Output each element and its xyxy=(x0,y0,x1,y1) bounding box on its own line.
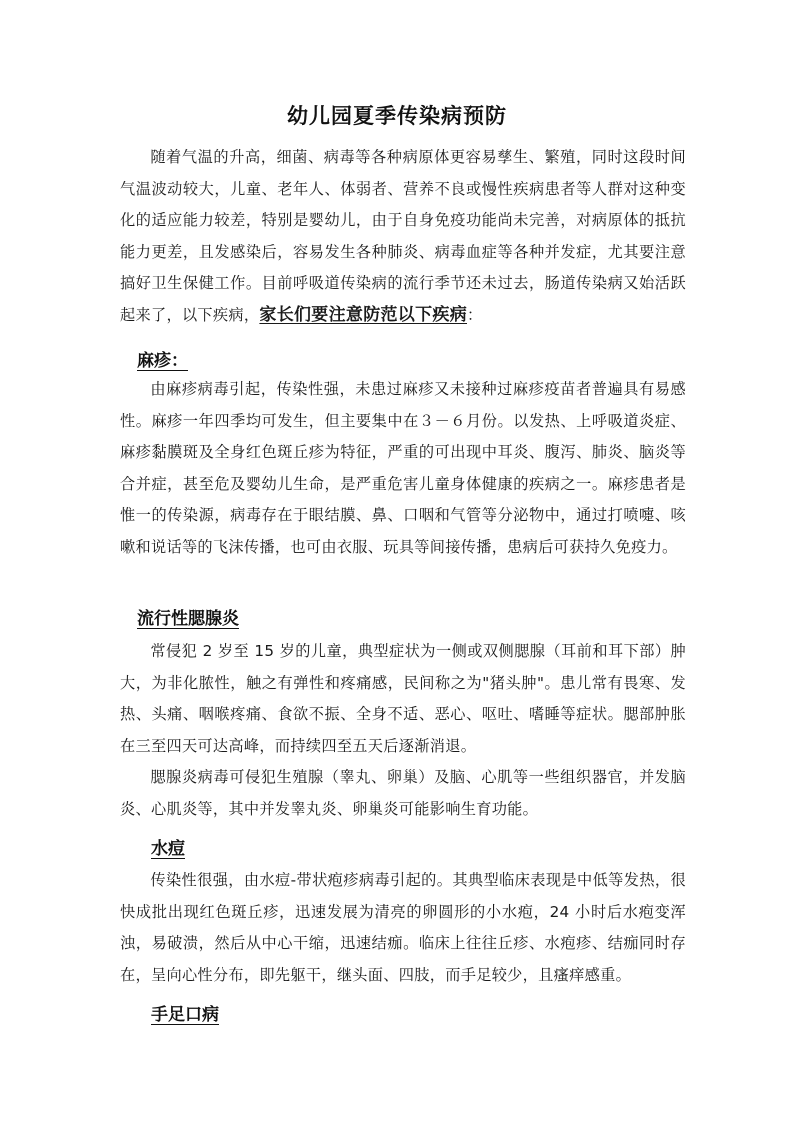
section-heading-mumps: 流行性腮腺炎 xyxy=(137,609,239,629)
section-paragraph-mumps-2: 腮腺炎病毒可侵犯生殖腺（睾丸、卵巢）及脑、心肌等一些组织器官，并发脑炎、心肌炎等，其中并发睾丸炎、卵巢炎可能影响生育功能。 xyxy=(120,768,686,818)
section-heading-chickenpox: 水痘 xyxy=(151,839,185,859)
section-paragraph-chickenpox: 传染性很强，由水痘-带状疱疹病毒引起的。其典型临床表现是中低等发热，很快成批出现红色斑丘疹，迅速发展为清亮的卵圆形的小水疱，24 小时后水疱变浑浊，易破溃，然后从中心干缩，迅速结痂。临床上往往丘疹、水疱疹、结痂同时存在，呈向心性分布，即先躯干，继头面、四肢，而手足较少，且瘙痒感重。 xyxy=(120,871,686,984)
document-title: 幼儿园夏季传染病预防 xyxy=(287,103,507,128)
section-heading-hand-foot-mouth: 手足口病 xyxy=(151,1005,219,1025)
section-paragraph-mumps-1: 常侵犯 2 岁至 15 岁的儿童，典型症状为一侧或双侧腮腺（耳前和耳下部）肿大，为非化脓性，触之有弹性和疼痛感，民间称之为"猪头肿"。患儿常有畏寒、发热、头痛、咽喉疼痛、食欲不振、全身不适、恶心、呕吐、嗜睡等症状。腮部肿胀在三至四天可达高峰，而持续四至五天后逐渐消退。 xyxy=(120,642,686,755)
section-paragraph-measles: 由麻疹病毒引起，传染性强，未患过麻疹又未接种过麻疹疫苗者普遍具有易感性。麻疹一年四季均可发生，但主要集中在３－６月份。以发热、上呼吸道炎症、麻疹黏膜斑及全身红色斑丘疹为特征，严重的可出现中耳炎、腹泻、肺炎、脑炎等合并症，甚至危及婴幼儿生命，是严重危害儿童身体健康的疾病之一。麻疹患者是惟一的传染源，病毒存在于眼结膜、鼻、口咽和气管等分泌物中，通过打喷嚏、咳嗽和说话等的飞沫传播，也可由衣服、玩具等间接传播，患病后可获持久免疫力。 xyxy=(120,380,686,556)
intro-end: ： xyxy=(467,305,483,324)
intro-paragraph xyxy=(120,142,686,331)
intro-text: 随着气温的升高，细菌、病毒等各种病原体更容易孳生、繁殖，同时这段时间气温波动较大，儿童、老年人、体弱者、营养不良或慢性疾病患者等人群对这种变化的适应能力较差，特别是婴幼儿，由于自身免疫功能尚未完善，对病原体的抵抗能力更差，且发感染后，容易发生各种肺炎、病毒血症等各种并发症，尤其要注意搞好卫生保健工作。目前呼吸道传染病的流行季节还未过去，肠道传染病又始活跃起来了，以下疾病， xyxy=(120,148,686,324)
intro-emphasis: 家长们要注意防范以下疾病 xyxy=(259,304,467,325)
section-heading-measles: 麻疹： xyxy=(137,351,188,371)
